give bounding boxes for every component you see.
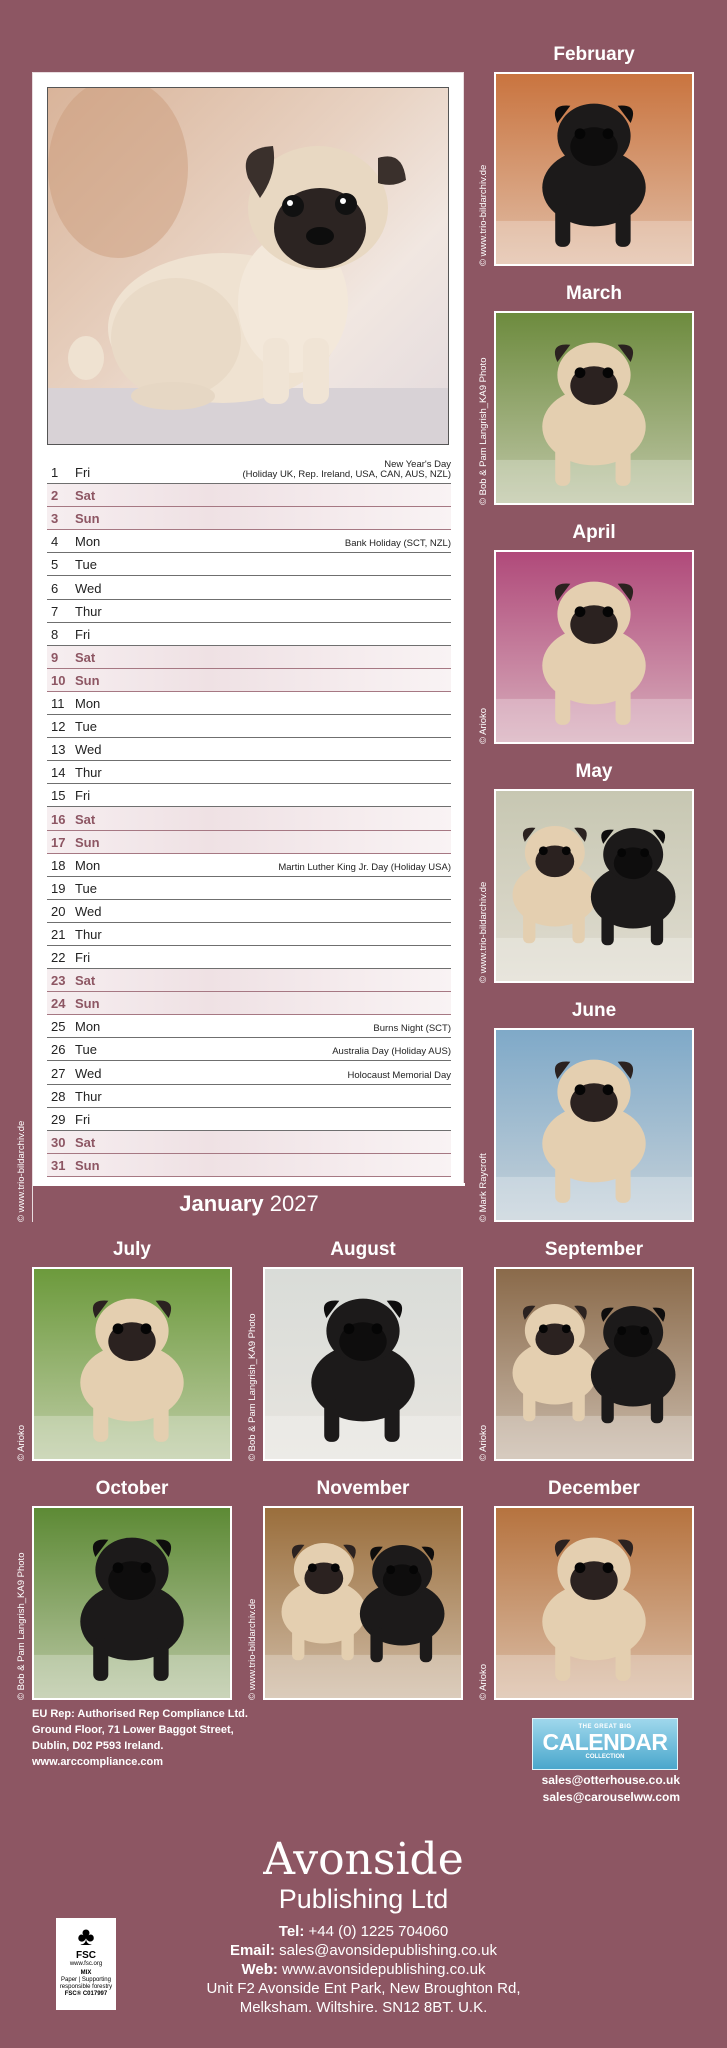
day-name: Mon [75,857,101,873]
contact-address: Unit F2 Avonside Ent Park, New Broughton Rd, [206,1980,521,1997]
day-row [47,1038,451,1061]
day-number: 24 [51,996,66,1012]
month-photo-june [494,1028,694,1222]
day-number: 21 [51,926,66,942]
holiday-note: Burns Night (SCT) [373,1023,451,1035]
day-number: 1 [51,465,59,481]
january-page [32,72,464,1222]
eu-rep-website: www.arccompliance.com [32,1756,164,1768]
eu-rep-line: Dublin, D02 P593 Ireland. [32,1740,164,1752]
january-pug-photo [47,87,449,445]
day-number: 30 [51,1134,66,1150]
month-photo-may [494,789,694,983]
day-row [47,1015,451,1038]
day-name: Sat [75,811,96,827]
pug-illustration [496,1269,692,1459]
badge-top-text: THE GREAT BIG [578,1724,632,1730]
day-row [47,507,451,530]
day-number: 18 [51,857,66,873]
fsc-logo: ♣ FSC www.fsc.org MIX Paper | Supporting responsible forestry FSC® C017997 [56,1918,116,2010]
month-photo-april [494,550,694,744]
day-number: 15 [51,788,66,804]
pug-illustration [265,1508,461,1698]
day-name: Thur [75,765,102,781]
eu-rep-line: EU Rep: Authorised Rep Compliance Ltd. [32,1708,248,1720]
day-name: Mon [75,696,101,712]
day-name: Fri [75,950,91,966]
day-number: 5 [51,557,59,573]
day-row [47,784,451,807]
day-name: Sat [75,649,96,665]
month-photo-march [494,311,694,505]
day-number: 2 [51,488,59,504]
day-number: 31 [51,1157,66,1173]
day-name: Tue [75,880,97,896]
day-name: Sun [75,996,100,1012]
day-number: 14 [51,765,66,781]
day-row [47,576,451,599]
day-name: Tue [75,1042,97,1058]
photo-credit-march: © Bob & Pam Langrish_KA9 Photo [478,357,489,505]
pug-illustration [496,1508,692,1698]
day-number: 11 [51,696,65,712]
day-row [47,992,451,1015]
photo-credit-september: © Arioko [478,1424,489,1461]
month-photo-october [32,1506,232,1700]
day-name: Thur [75,603,102,619]
day-row [47,761,451,784]
day-name: Sat [75,1134,96,1150]
photo-credit-april: © Arioko [478,707,489,744]
day-row [47,946,451,969]
month-label-july: July [112,1239,152,1260]
day-row [47,623,451,646]
publisher-logo-name: Avonside [263,1834,464,1885]
day-number: 19 [51,880,66,896]
day-name: Sun [75,511,100,527]
day-number: 12 [51,719,66,735]
day-number: 22 [51,950,66,966]
day-name: Wed [75,1065,102,1081]
publisher-logo-sub: Publishing Ltd [278,1884,449,1914]
day-row [47,807,451,830]
day-name: Wed [75,742,102,758]
eu-rep-address [32,1706,248,1770]
month-label-december: December [548,1478,640,1499]
pug-illustration [496,791,692,981]
day-number: 17 [51,834,66,850]
month-photo-september [494,1267,694,1461]
day-number: 13 [51,742,66,758]
tree-icon: ♣ [77,1921,95,1951]
photo-credit-december: © Arioko [478,1663,489,1700]
day-name: Wed [75,580,102,596]
day-number: 20 [51,903,66,919]
photo-credit-august: © Bob & Pam Langrish_KA9 Photo [247,1313,258,1461]
day-row [47,692,451,715]
pug-illustration [496,313,692,503]
day-number: 26 [51,1042,66,1058]
badge-sub-text: COLLECTION [585,1754,625,1760]
month-label-april: April [572,522,616,543]
pug-illustration [34,1508,230,1698]
day-row [47,1085,451,1108]
day-name: Sun [75,672,100,688]
day-number: 6 [51,580,59,596]
contact-web: Web: www.avonsidepublishing.co.uk [241,1961,486,1978]
day-name: Sat [75,973,96,989]
contact-email: Email: sales@avonsidepublishing.co.uk [229,1942,498,1959]
day-number: 3 [51,511,59,527]
day-name: Thur [75,1088,102,1104]
january-title [33,1183,465,1223]
day-number: 29 [51,1111,66,1127]
badge-main-text: CALENDAR [542,1729,668,1755]
month-photo-december [494,1506,694,1700]
month-label-november: November [316,1478,410,1499]
month-label-february: February [553,44,635,65]
month-label-june: June [571,1000,617,1021]
month-photo-august [263,1267,463,1461]
pug-illustration [496,552,692,742]
photo-credit-october: © Bob & Pam Langrish_KA9 Photo [16,1552,27,1700]
day-name: Tue [75,557,97,573]
day-name: Fri [75,788,91,804]
holiday-note: Bank Holiday (SCT, NZL) [344,538,451,550]
photo-credit-november: © www.trio-bildarchiv.de [247,1598,258,1700]
day-row [47,484,451,507]
day-number: 8 [51,626,59,642]
holiday-note: Holocaust Memorial Day [347,1069,451,1081]
day-name: Mon [75,534,101,550]
day-row [47,1154,451,1177]
day-row [47,646,451,669]
month-label-september: September [544,1239,644,1260]
day-row [47,461,451,484]
day-name: Sun [75,834,100,850]
sales-emails [530,1772,680,1806]
great-big-calendar-logo [532,1718,678,1770]
photo-credit-may: © www.trio-bildarchiv.de [478,881,489,983]
day-row [47,715,451,738]
day-row [47,854,451,877]
january-day-list [47,461,451,1177]
day-row [47,1108,451,1131]
day-name: Fri [75,1111,91,1127]
month-name: January [179,1191,264,1216]
pug-illustration [496,74,692,264]
day-number: 9 [51,649,59,665]
day-row [47,923,451,946]
day-name: Fri [75,465,91,481]
photo-credit-july: © Arioko [16,1424,27,1461]
day-number: 23 [51,973,66,989]
day-row [47,530,451,553]
day-row [47,1131,451,1154]
day-row [47,738,451,761]
day-name: Wed [75,903,102,919]
contact-tel: Tel: +44 (0) 1225 704060 [278,1923,449,1940]
day-name: Fri [75,626,91,642]
photo-credit-june: © Mark Raycroft [478,1153,489,1222]
day-name: Sun [75,1157,100,1173]
day-row [47,1061,451,1084]
day-name: Thur [75,926,102,942]
holiday-note: Martin Luther King Jr. Day (Holiday USA) [278,861,451,873]
pug-illustration [265,1269,461,1459]
day-row [47,600,451,623]
year: 2027 [269,1191,319,1216]
eu-rep-line: Ground Floor, 71 Lower Baggot Street, [32,1724,234,1736]
day-number: 25 [51,1019,66,1035]
day-number: 16 [51,811,66,827]
day-number: 27 [51,1065,66,1081]
january-photo-credit: © www.trio-bildarchiv.de [16,1120,27,1222]
day-row [47,900,451,923]
day-row [47,969,451,992]
day-number: 10 [51,672,66,688]
holiday-note: Australia Day (Holiday AUS) [332,1046,451,1058]
day-row [47,831,451,854]
month-label-august: August [330,1239,396,1260]
month-label-may: May [575,761,613,782]
day-name: Tue [75,719,97,735]
sales-email: sales@carouselww.com [542,1790,680,1804]
day-number: 7 [51,603,59,619]
pug-puppy-illustration [48,88,449,445]
day-row [47,877,451,900]
holiday-note: New Year's Day (Holiday UK, Rep. Ireland, USA, CAN, AUS, NZL) [242,459,451,481]
day-row [47,553,451,576]
pug-illustration [496,1030,692,1220]
month-photo-july [32,1267,232,1461]
month-photo-november [263,1506,463,1700]
contact-address: Melksham. Wiltshire. SN12 8BT. U.K. [239,1999,488,2016]
day-name: Sat [75,488,96,504]
photo-credit-february: © www.trio-bildarchiv.de [478,164,489,266]
sales-email: sales@otterhouse.co.uk [541,1773,680,1787]
day-number: 28 [51,1088,66,1104]
month-label-march: March [566,283,622,304]
day-row [47,669,451,692]
day-number: 4 [51,534,59,550]
day-name: Mon [75,1019,101,1035]
pug-illustration [34,1269,230,1459]
month-photo-february [494,72,694,266]
month-label-october: October [95,1478,169,1499]
